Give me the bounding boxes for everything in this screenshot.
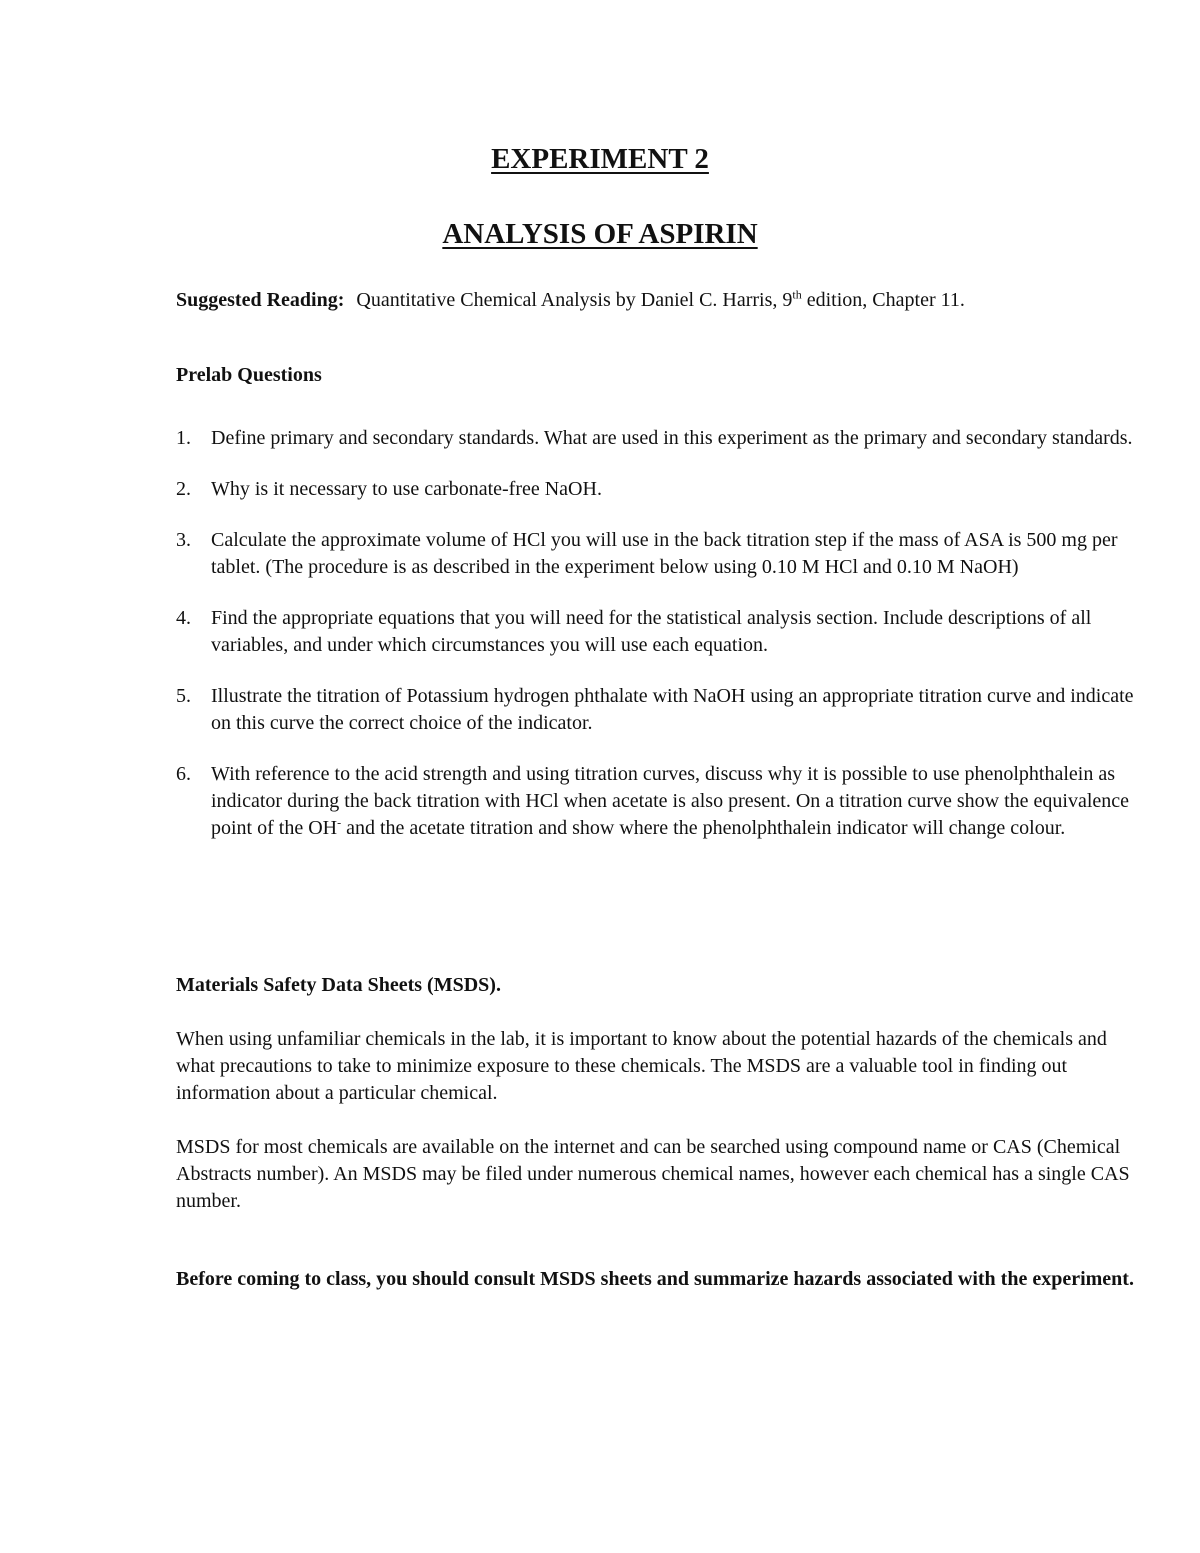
msds-paragraph-1: When using unfamiliar chemicals in the lab, it is important to know about the potential hazards of the chemicals and what precautions to take to minimize exposure to these chemicals. The MSDS are a valuable tool in finding out information about a particular chemical. <box>176 1028 1107 1104</box>
suggested-reading-label: Suggested Reading <box>176 289 338 311</box>
question-superscript: - <box>337 815 342 830</box>
page-title: EXPERIMENT 2 <box>491 143 709 175</box>
question-number: 5. <box>176 685 191 707</box>
list-item <box>176 476 1136 503</box>
prelab-question-list <box>176 425 1136 866</box>
list-item <box>176 761 1136 842</box>
question-number: 2. <box>176 478 191 500</box>
question-number: 3. <box>176 529 191 551</box>
msds-heading: Materials Safety Data Sheets (MSDS). <box>176 974 501 996</box>
suggested-reading-colon: : <box>337 289 345 311</box>
list-item <box>176 527 1136 581</box>
msds-paragraph-2: MSDS for most chemicals are available on the internet and can be searched using compound name or CAS (Chemical Abstracts number). An MSDS may be filed under numerous chemical names, however each chemical has a single CAS number. <box>176 1136 1130 1212</box>
question-number: 4. <box>176 607 191 629</box>
list-item <box>176 683 1136 737</box>
question-text-part: and the acetate titration and show where the phenolphthalein indicator will change colour. <box>341 817 1066 839</box>
suggested-reading-sup: th <box>792 287 802 302</box>
prelab-heading: Prelab Questions <box>176 364 322 386</box>
question-text <box>211 763 1129 839</box>
question-text: Find the appropriate equations that you will need for the statistical analysis section. Include descriptions of all variables, and under which circumstances you will use each equation. <box>211 607 1092 656</box>
question-text: Illustrate the titration of Potassium hydrogen phthalate with NaOH using an appropriate titration curve and indicate on this curve the correct choice of the indicator. <box>211 685 1134 734</box>
question-text: Define primary and secondary standards. What are used in this experiment as the primary and secondary standards. <box>211 427 1133 449</box>
question-text: Calculate the approximate volume of HCl you will use in the back titration step if the mass of ASA is 500 mg per tablet. (The procedure is as described in the experiment below using 0.10 M HCl and 0.10 M NaOH) <box>211 529 1118 578</box>
suggested-reading-text-end: edition, Chapter 11. <box>801 289 965 311</box>
page-subtitle: ANALYSIS OF ASPIRIN <box>442 218 758 250</box>
question-text: Why is it necessary to use carbonate-free NaOH. <box>211 478 602 500</box>
question-number: 1. <box>176 427 191 449</box>
question-text-part: With reference to the acid strength and using titration curves, discuss why it is possible to use phenolphthalein as indicator during the back titration with HCl when acetate is also present. On a titration curve show the equivalence point of the OH <box>211 763 1130 839</box>
suggested-reading <box>176 287 1136 314</box>
suggested-reading-text: Quantitative Chemical Analysis by Daniel C. Harris, 9 <box>356 289 793 311</box>
msds-note: Before coming to class, you should consult MSDS sheets and summarize hazards associated with the experiment. <box>176 1268 1134 1290</box>
list-item <box>176 425 1136 452</box>
question-number: 6. <box>176 763 191 785</box>
list-item <box>176 605 1136 659</box>
